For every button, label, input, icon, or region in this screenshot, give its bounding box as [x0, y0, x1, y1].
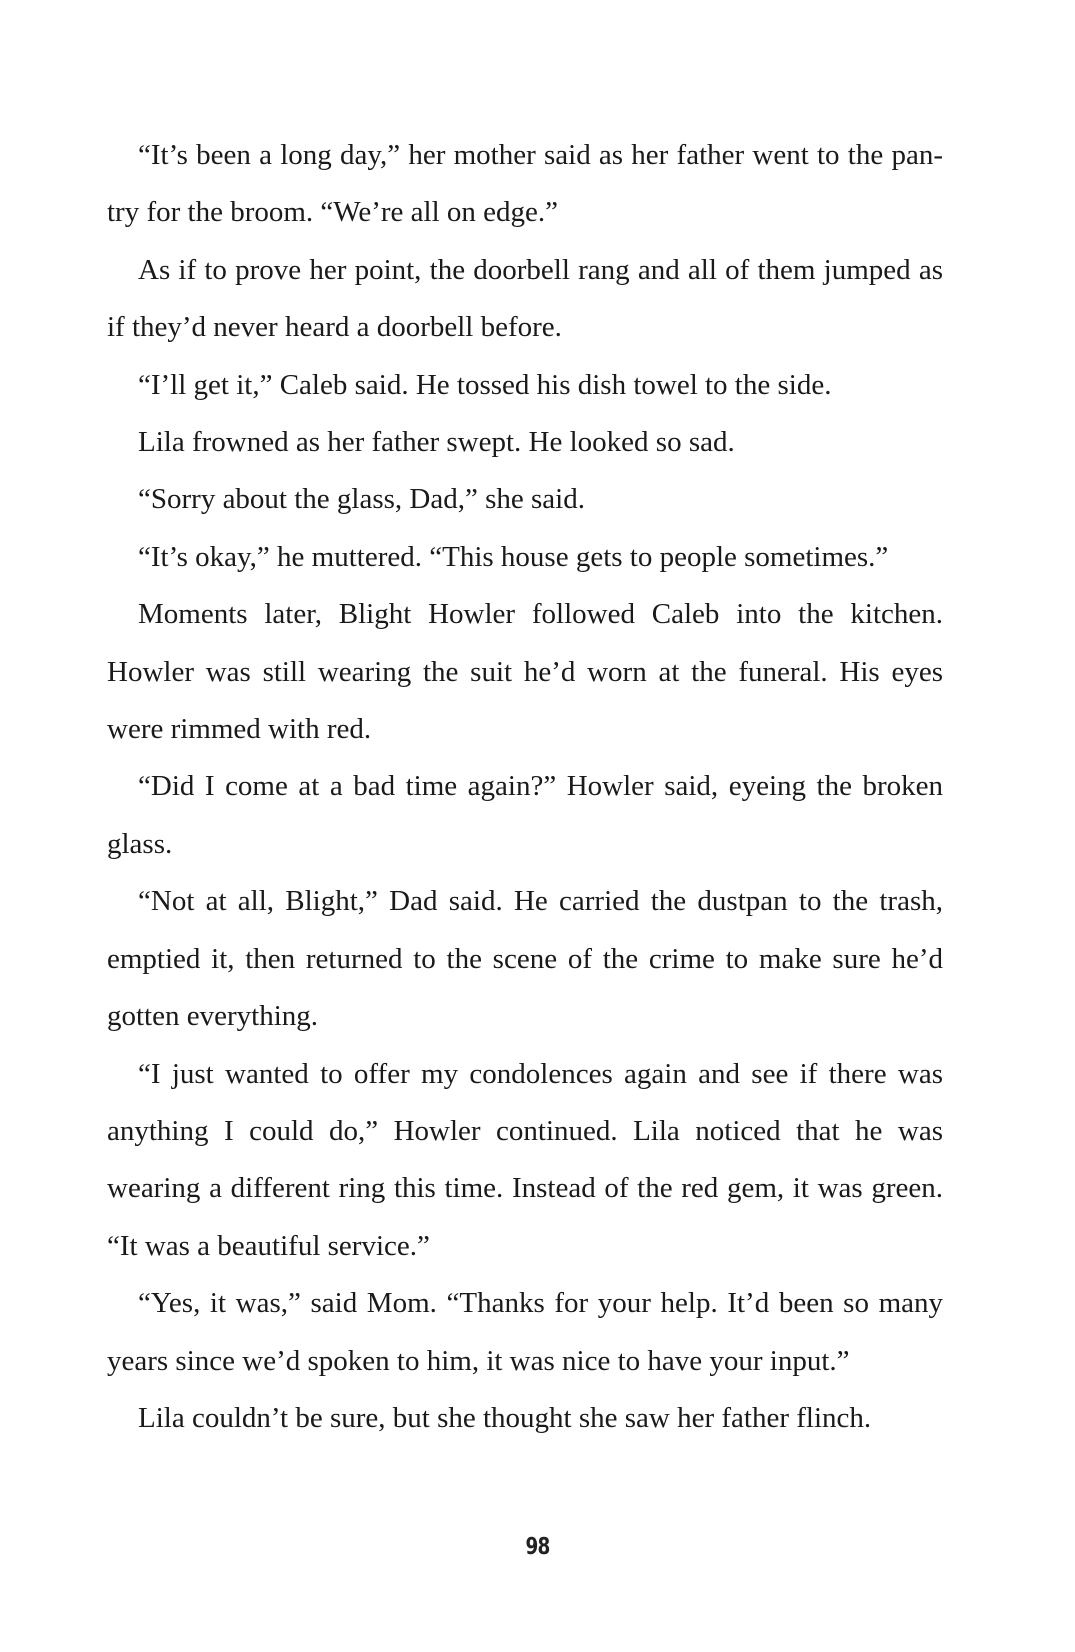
paragraph: Lila couldn’t be sure, but she thought she saw her father flinch.	[138, 1401, 872, 1434]
paragraph: “Not at all, Blight,” Dad said. He carried the dustpan to the trash, emptied it, then returned to the scene of the crime to make sure he’d gotten everything.	[107, 885, 943, 1033]
paragraph: Moments later, Blight Howler followed Caleb into the kitchen. Howler was still wearing the suit he’d worn at the funeral. His eyes were rimmed with red.	[107, 598, 943, 746]
paragraph: “It’s been a long day,” her mother said as her father went to the pantry for the broom. “We’re all on edge.”	[107, 139, 943, 229]
paragraph: “I just wanted to offer my condolences again and see if there was anything I could do,” Howler continued. Lila noticed that he was wearing a different ring this time. Instead of the red gem, it was green. “It was a beautiful service.”	[107, 1057, 943, 1262]
paragraph: “It’s okay,” he muttered. “This house gets to people sometimes.”	[138, 540, 889, 573]
paragraph: “Sorry about the glass, Dad,” she said.	[138, 483, 585, 516]
paragraph: “I’ll get it,” Caleb said. He tossed his dish towel to the side.	[138, 368, 832, 401]
paragraph: “Did I come at a bad time again?” Howler said, eyeing the broken glass.	[107, 770, 943, 860]
paragraph: “Yes, it was,” said Mom. “Thanks for your help. It’d been so many years since we’d spoken to him, it was nice to have your input.”	[107, 1287, 943, 1377]
paragraph: Lila frowned as her father swept. He looked so sad.	[138, 426, 735, 459]
body-text	[107, 127, 943, 1447]
page-number: 98	[525, 1534, 550, 1560]
paragraph: As if to prove her point, the doorbell rang and all of them jumped as if they’d never heard a doorbell before.	[107, 253, 943, 344]
